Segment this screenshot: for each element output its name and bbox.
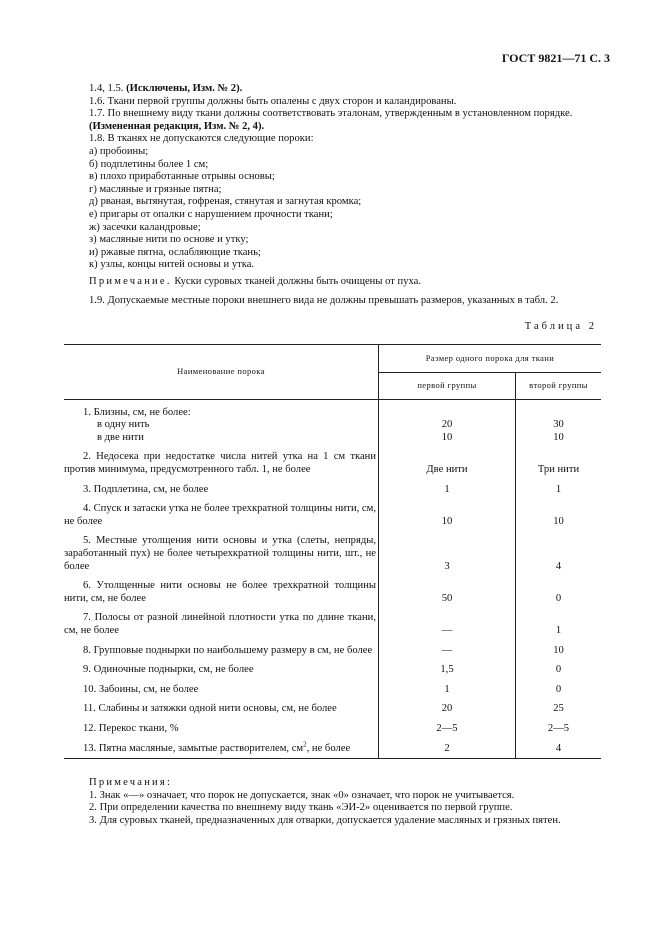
note-item: 3. Для суровых тканей, предназначенных для отварки, допускается удаление масляных и грязных пятен. (89, 814, 561, 826)
table-title: Таблица 2 (524, 321, 597, 333)
cell-group-1: 50 (379, 573, 516, 605)
paragraph-1-8: 1.8. В тканях не допускаются следующие пороки: (89, 133, 314, 145)
cell-group-1: 20 (441, 419, 453, 431)
table-row (64, 677, 601, 697)
row-name: 8. Групповые поднырки по наибольшему размеру в см, не более (83, 644, 373, 656)
cell-group-1: 1 (379, 477, 516, 497)
defect-item: б) подплетины более 1 см; (89, 158, 209, 170)
table-row (64, 716, 601, 736)
defect-item: ж) засечки каландровые; (89, 221, 201, 233)
table-row (64, 399, 601, 444)
cell-group-1: 10 (379, 496, 516, 528)
table-row (64, 477, 601, 497)
table-row (64, 573, 601, 605)
defect-item: д) рваная, вытянутая, гофреная, стянутая и загнутая кромка; (89, 196, 362, 208)
cell-group-2: 1 (555, 625, 562, 636)
cell-group-2: 4 (555, 560, 562, 572)
row-name: 10. Забоины, см, не более (83, 683, 199, 695)
row-name: 2. Недосека при недостатке числа нитей утка на 1 см ткани против минимума, предусмотренного табл. 1, не более (64, 451, 376, 476)
table-row (64, 638, 601, 658)
row-name: 4. Спуск и затаски утка не более трехкратной толщины нити, см, не более (64, 503, 376, 527)
cell-group-2: 0 (555, 592, 562, 604)
cell-group-2: 2—5 (547, 722, 570, 734)
cell-group-1: 2—5 (379, 716, 516, 736)
row-name: 7. Полосы от разной линейной плотности утка по длине ткани, см, не более (64, 612, 376, 636)
row-subname: в одну нить (97, 419, 150, 431)
column-header-group-1: первой группы (379, 372, 516, 399)
row-name: 12. Перекос ткани, % (83, 722, 179, 734)
notes-title: Примечания: (89, 777, 173, 789)
row-subname: в две нити (97, 431, 144, 443)
row-name: 13. Пятна масляные, замытые растворителем, $см^2$, не более (83, 740, 351, 754)
defect-item: е) пригары от опалки с нарушением прочности ткани; (89, 208, 333, 220)
cell-group-1: — (379, 605, 516, 637)
paragraph-1-7: 1.7. По внешнему виду ткани должны соответствовать эталонам, утвержденным в установленном порядке. (89, 108, 573, 120)
defects-table (64, 344, 601, 759)
table-notes (64, 777, 601, 827)
page-header: ГОСТ 9821—71 С. 3 (501, 51, 610, 65)
defect-item: к) узлы, концы нитей основы и утка. (89, 259, 255, 271)
cell-group-2: 10 (553, 515, 564, 527)
cell-group-2: 25 (553, 703, 564, 715)
table-row (64, 657, 601, 677)
note-1: Примечание. Куски суровых тканей должны быть очищены от пуха. (89, 275, 422, 287)
cell-group-2: 4 (516, 736, 602, 759)
amendment-note: (Измененная редакция, Изм. № 2, 4). (89, 120, 265, 132)
row-name: 9. Одиночные поднырки, см, не более (83, 664, 254, 676)
cell-group-1: 1,5 (379, 657, 516, 677)
column-header-name: Наименование порока (64, 344, 379, 399)
column-header-group-2: второй группы (516, 372, 602, 399)
cell-group-2: 1 (555, 483, 562, 495)
defect-item: в) плохо приработанные отрывы основы; (89, 171, 275, 183)
defect-item: и) ржавые пятна, ослабляющие ткань; (89, 246, 261, 258)
row-name: 1. Близны, см, не более: (83, 406, 191, 418)
note-item: 2. При определении качества по внешнему виду ткань «ЭИ-2» оценивается по первой группе. (89, 802, 513, 814)
defect-item: з) масляные нити по основе и утку; (89, 234, 249, 246)
defect-item: а) пробоины; (89, 145, 149, 157)
cell-group-2: 10 (553, 431, 564, 443)
cell-group-2: 0 (555, 683, 562, 695)
table-row (64, 444, 601, 476)
cell-group-1: Две нити (379, 444, 516, 476)
row-name: 11. Слабины и затяжки одной нити основы, см, не более (83, 703, 337, 715)
table-row (64, 696, 601, 716)
cell-group-2: 30 (553, 419, 564, 431)
cell-group-1: 20 (379, 696, 516, 716)
cell-group-1: 10 (441, 431, 453, 443)
cell-group-1: 2 (379, 736, 516, 759)
cell-group-1: — (379, 638, 516, 658)
table-row (64, 736, 601, 759)
column-header-size: Размер одного порока для ткани (379, 344, 602, 372)
paragraph-1-9: 1.9. Допускаемые местные пороки внешнего вида не должны превышать размеров, указанных в табл. 2. (89, 294, 559, 306)
cell-group-2: 10 (553, 644, 564, 656)
cell-group-1: 3 (379, 528, 516, 573)
row-name: 5. Местные утолщения нити основы и утка (слеты, непряды, заработанный пух) не более четырехкратной толщины нити, шт., не более (64, 535, 376, 572)
paragraph-1-4: 1.4, 1.5. (Исключены, Изм. № 2). (89, 83, 243, 94)
document-body (64, 83, 601, 828)
cell-group-1: 1 (379, 677, 516, 697)
row-name: 6. Утолщенные нити основы не более трехкратной толщины нити, см, не более (64, 580, 376, 604)
paragraph-1-6: 1.6. Ткани первой группы должны быть опалены с двух сторон и каландированы. (89, 95, 457, 107)
row-name: 3. Подплетина, см, не более (83, 483, 209, 495)
cell-group-2: 0 (555, 664, 562, 676)
defect-item: г) масляные и грязные пятна; (89, 183, 222, 195)
cell-group-2: Три нити (537, 464, 580, 476)
table-row (64, 496, 601, 528)
table-row (64, 605, 601, 637)
note-item: 1. Знак «—» означает, что порок не допускается, знак «0» означает, что порок не учитывается. (89, 789, 515, 801)
table-row (64, 528, 601, 573)
